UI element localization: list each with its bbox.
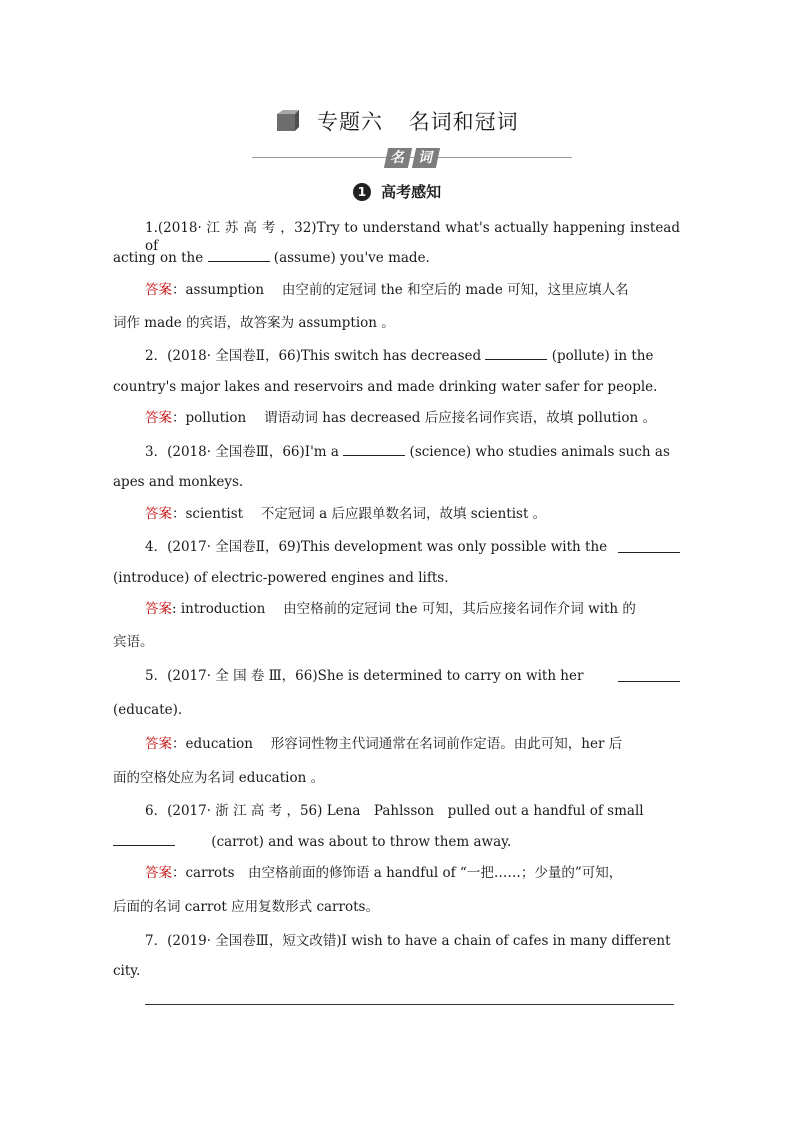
question-2-line-1: 2．(2018· 全国卷Ⅱ，66)This switch has decreased (pollute) in the [145, 348, 654, 364]
answer-label: 答案 [145, 736, 172, 752]
section-title: 高考感知 [381, 183, 442, 201]
answer-blank [113, 833, 175, 846]
question-5-line-1: 5．(2017· 全 国 卷 Ⅲ，66)She is determined to carry on with her [145, 667, 680, 685]
question-3-line-1: 3．(2018· 全国卷Ⅲ，66)I'm a (science) who studies animals such as [145, 444, 670, 460]
answer-4-line-2: 宾语。 [113, 634, 154, 650]
answer-5-line-2: 面的空格处应为名词 education 。 [113, 770, 325, 786]
answer-5-line-1: 答案：education 形容词性物主代词通常在名词前作定语。由此可知，her 后 [145, 736, 623, 752]
answer-6-line-1: 答案：carrots 由空格前面的修饰语 a handful of “一把……；少量的”可知， [145, 865, 623, 881]
book-icon [275, 110, 299, 137]
section-banner [252, 147, 572, 169]
banner-char: 词 [412, 148, 440, 168]
answer-label: 答案 [145, 410, 172, 426]
question-3-line-2: apes and monkeys. [113, 474, 244, 490]
question-1-line-1: 1.(2018· 江 苏 高 考 ，32)Try to understand what's actually happening instead of [145, 220, 680, 254]
question-1-line-2: acting on the (assume) you've made. [113, 250, 430, 266]
answer-blank [485, 347, 547, 360]
answer-blank [618, 540, 680, 553]
answer-1-line-2: 词作 made 的宾语，故答案为 assumption 。 [113, 315, 395, 331]
title-subject: 名词和冠词 [408, 110, 519, 134]
section-heading [0, 181, 794, 202]
answer-6-line-2: 后面的名词 carrot 应用复数形式 carrots。 [113, 899, 379, 915]
answer-blank [343, 443, 405, 456]
question-7-line-1: 7．(2019· 全国卷Ⅲ，短文改错)I wish to have a chain of cafes in many different [145, 933, 671, 949]
answer-1-line-1: 答案：assumption 由空前的定冠词 the 和空后的 made 可知，这里应填人名 [145, 282, 629, 298]
banner-label [382, 147, 442, 169]
answer-blank [208, 249, 270, 262]
title-topic: 专题六 [317, 110, 383, 134]
answer-4-line-1: 答案: introduction 由空格前的定冠词 the 可知，其后应接名词作介词 with 的 [145, 601, 636, 617]
question-4-line-1: 4．(2017· 全国卷Ⅱ，69)This development was only possible with the [145, 538, 680, 556]
question-7-line-2: city. [113, 963, 141, 979]
answer-3-line-1: 答案：scientist 不定冠词 a 后应跟单数名词，故填 scientist 。 [145, 506, 547, 522]
answer-blank [618, 669, 680, 682]
answer-2-line-1: 答案：pollution 谓语动词 has decreased 后应接名词作宾语，故填 pollution 。 [145, 410, 656, 426]
answer-label: 答案 [145, 601, 172, 617]
question-4-line-2: (introduce) of electric-powered engines and lifts. [113, 570, 449, 586]
answer-line [145, 1004, 674, 1005]
question-6-line-2: (carrot) and was about to throw them away. [113, 833, 680, 851]
answer-label: 答案 [145, 282, 172, 298]
answer-label: 答案 [145, 506, 172, 522]
page-title [0, 106, 794, 137]
answer-label: 答案 [145, 865, 172, 881]
question-2-line-2: country's major lakes and reservoirs and made drinking water safer for people. [113, 379, 658, 395]
question-6-line-1: 6．(2017· 浙 江 高 考 ，56) Lena Pahlsson pulled out a handful of small [145, 803, 644, 819]
banner-char: 名 [384, 148, 412, 168]
question-5-line-2: (educate)． [113, 702, 192, 718]
section-number-badge: 1 [353, 183, 371, 201]
